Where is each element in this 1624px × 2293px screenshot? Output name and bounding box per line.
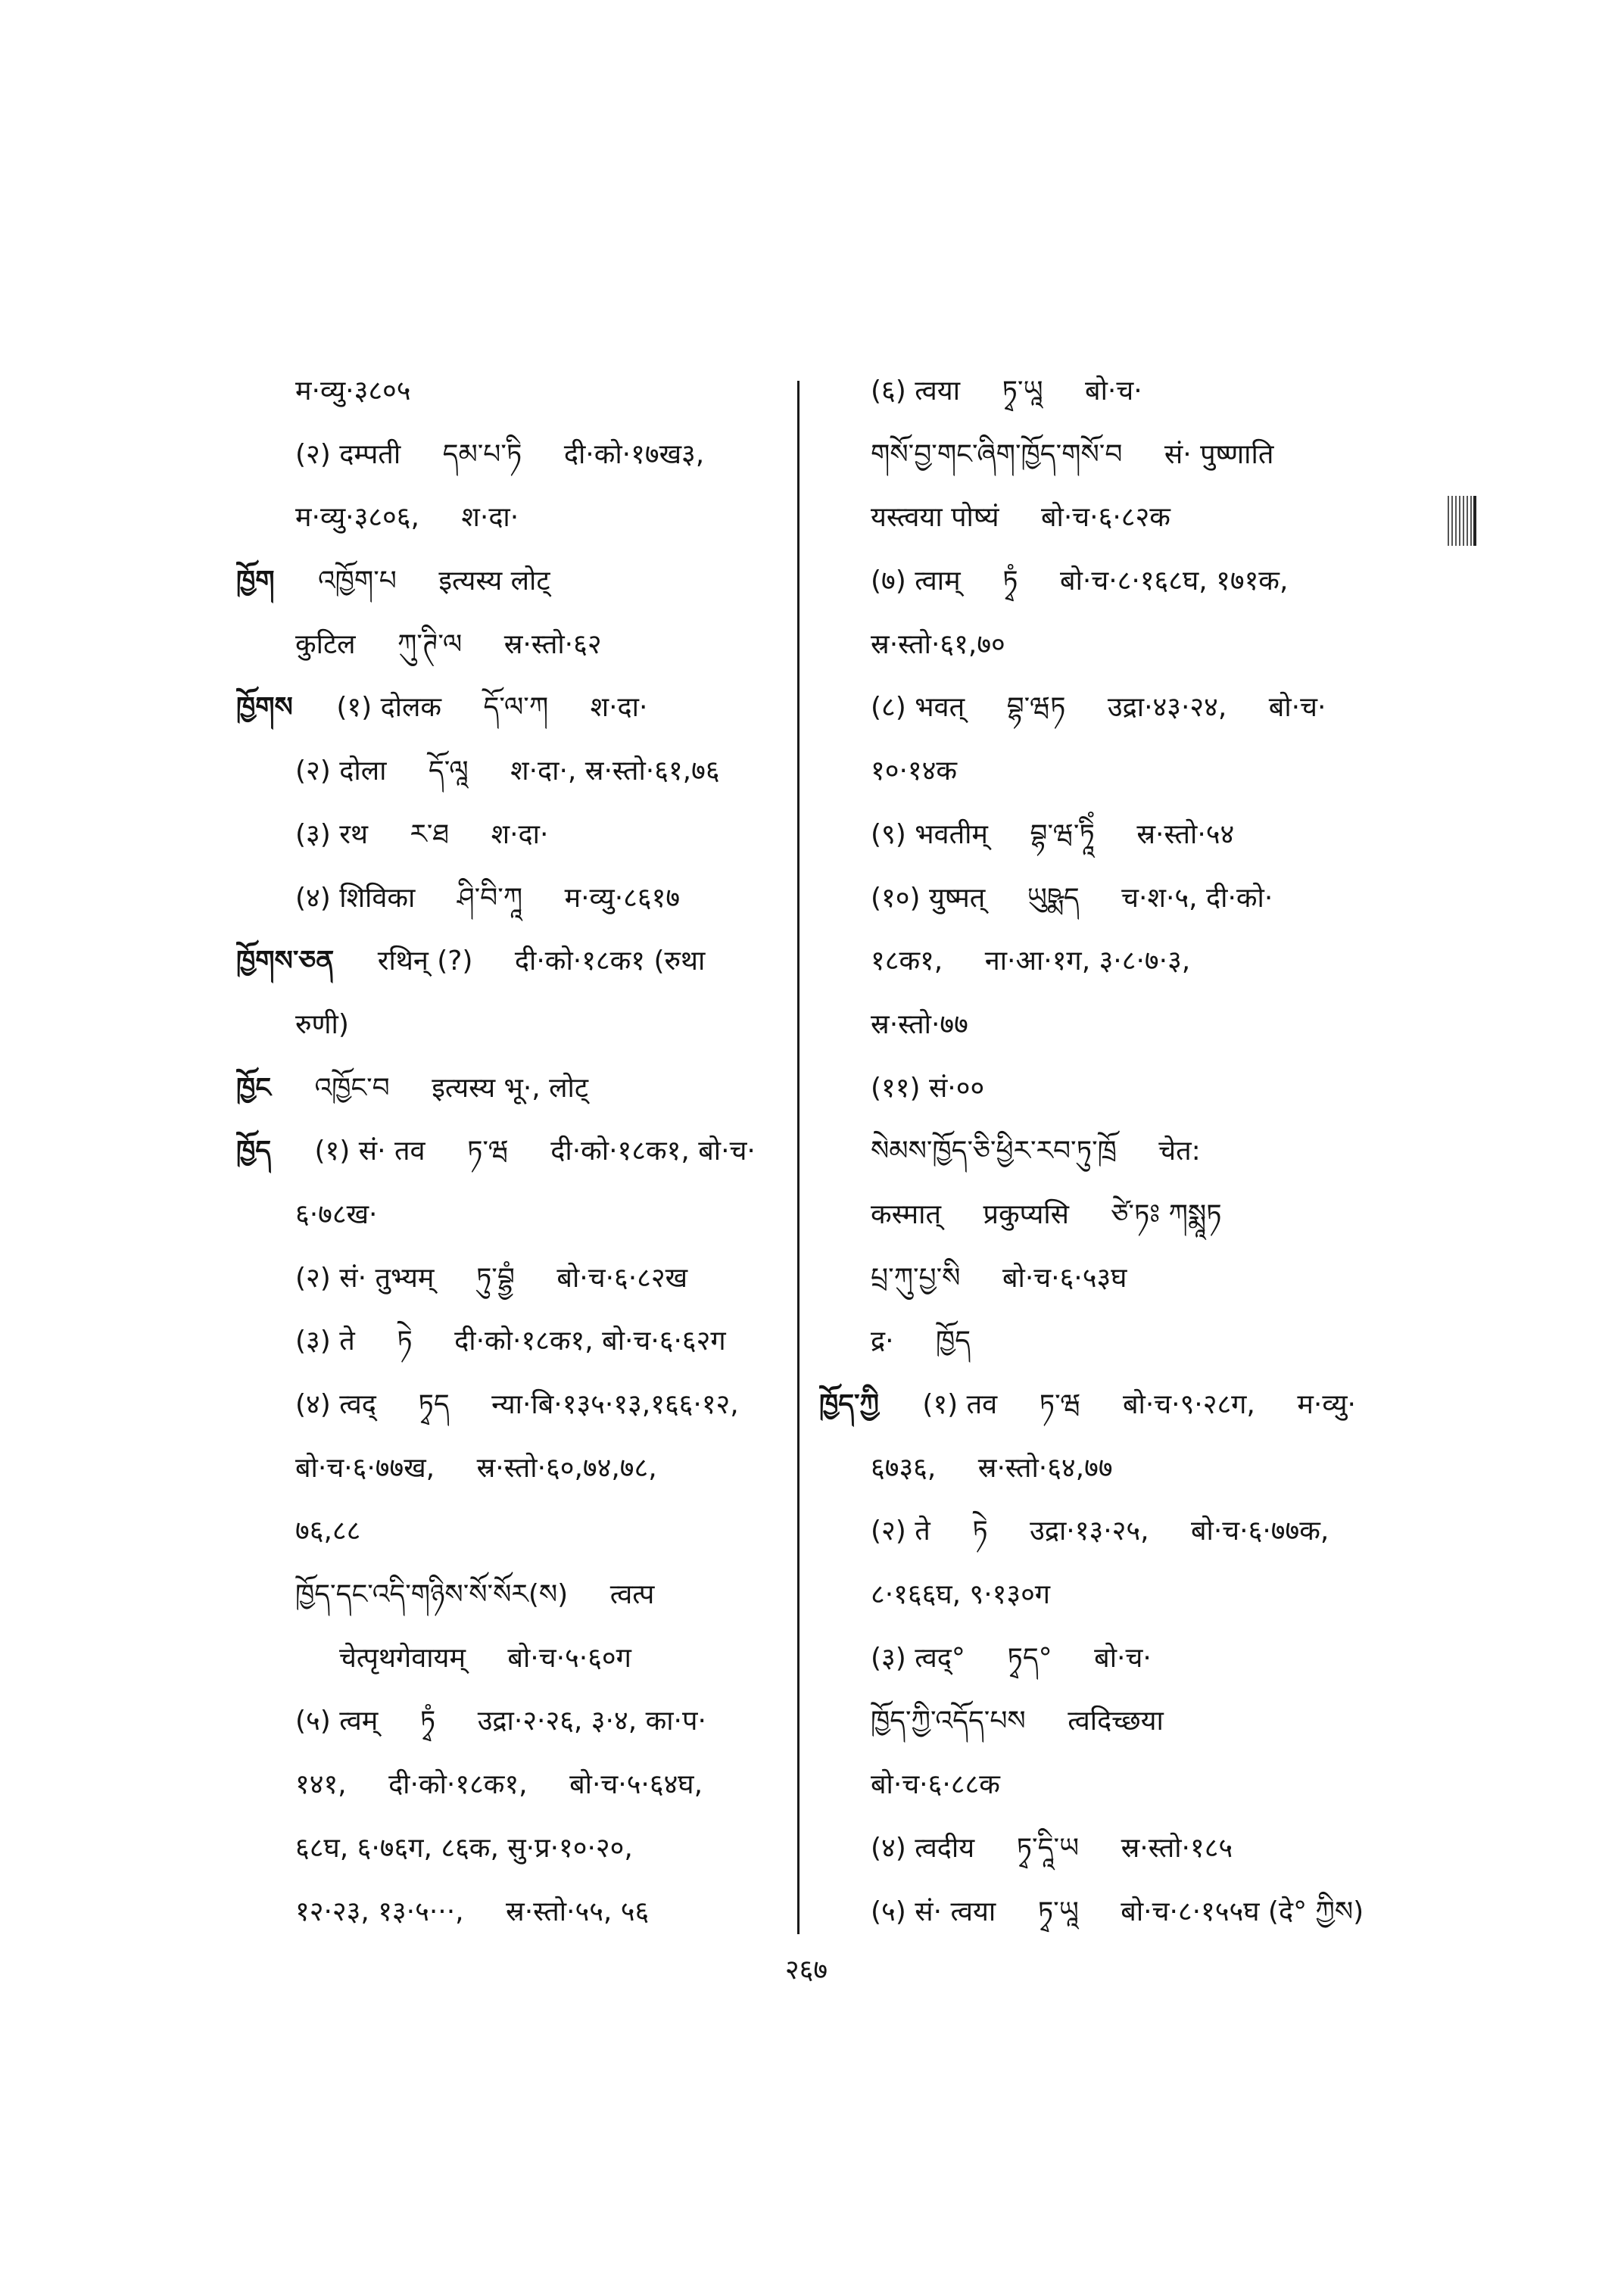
entry-segment: म·व्यु·३८०५	[295, 375, 411, 407]
entry-segment: कस्मात्	[871, 1198, 942, 1230]
entry-segment: ཁྱོད་དང་འདི་གཉིས་སོ་སོར(ས)	[295, 1579, 569, 1611]
entry-segment: བྷ་ཝ་ཏཱིཾ	[1030, 818, 1095, 850]
entry-segment: श·दा·, स्र·स्तो·६१,७६	[510, 756, 720, 787]
entry-segment: स्र·स्तो·६०,७४,७८,	[476, 1452, 657, 1484]
entry-segment: प्रकुप्यसि	[983, 1198, 1069, 1230]
entry-segment: (३) ते	[295, 1326, 355, 1357]
entry-segment: न्या·बि·१३५·१३,१६६·१२,	[491, 1389, 739, 1420]
entry-line	[819, 1310, 1485, 1373]
entry-segment: बो·च·८·१५५घ (दे° ཀྱིས)	[1121, 1896, 1364, 1927]
entry-segment: ཁྱོད	[936, 1326, 971, 1357]
entry-segment: स्र·स्तो·५५, ५६	[506, 1896, 650, 1927]
entry-segment: འཁྱོག་པ	[318, 565, 397, 597]
entry-line	[819, 1690, 1485, 1753]
entry-segment: बो·च·६·७७क,	[1190, 1516, 1329, 1547]
entry-segment: ना·आ·१ग, ३·८·७·३,	[984, 946, 1191, 977]
entry-line	[819, 1247, 1485, 1310]
entry-segment: स्र·स्तो·७७	[871, 1008, 968, 1040]
entry-segment: श·दा·	[461, 502, 519, 534]
entry-line	[819, 1057, 1485, 1120]
entry-segment: उद्रा·१३·२५,	[1030, 1516, 1149, 1547]
entry-segment: स्र·स्तो·१८५	[1121, 1832, 1233, 1864]
entry-segment: (१) सं· तव	[314, 1136, 425, 1167]
entry-segment: रथिन् (?)	[377, 946, 473, 977]
entry-line	[236, 740, 793, 803]
entry-segment: ཏུ་བྷྱཾ	[475, 1262, 515, 1294]
entry-line	[236, 1120, 793, 1183]
entry-line	[236, 1373, 793, 1437]
right-column	[819, 360, 1485, 1943]
entry-segment: ཏེ	[397, 1326, 413, 1357]
entry-line	[819, 486, 1485, 550]
entry-line	[819, 1817, 1485, 1880]
entry-segment: चेत:	[1158, 1136, 1201, 1167]
entry-segment: ཏྭ་ཡཱ	[1037, 1896, 1079, 1927]
entry-line	[819, 423, 1485, 487]
entry-segment: ८·१६६घ, ९·१३०ग	[871, 1579, 1051, 1611]
entry-segment: दी·को·१८क१, बो·च·	[550, 1136, 756, 1167]
entry-line	[236, 1183, 793, 1247]
entry-segment: १२·२३, १३·५···,	[295, 1896, 464, 1927]
entry-segment: (६) त्वया	[871, 375, 961, 407]
entry-segment: बो·च·६·८२क	[1040, 502, 1170, 534]
entry-segment: (५) त्वम्	[295, 1706, 379, 1737]
entry-segment: कुटिल	[295, 628, 356, 660]
entry-segment: त्वत्प	[609, 1579, 655, 1611]
entry-segment: ཏྭཾ	[1002, 565, 1018, 597]
entry-line	[236, 1753, 793, 1817]
entry-segment: ཏྭ་ཡཱ	[1002, 375, 1043, 407]
entry-line	[236, 1057, 793, 1120]
entry-line	[819, 1627, 1485, 1690]
entry-segment: ཏ་ཝ	[1039, 1389, 1081, 1420]
entry-segment: ཀུ་ཊི་ལ	[397, 628, 463, 660]
entry-line	[236, 1437, 793, 1500]
entry-line	[236, 360, 793, 423]
entry-segment: དོ་ལཱ	[428, 756, 469, 787]
entry-segment: स्र·स्तो·६४,७७	[977, 1452, 1113, 1484]
entry-segment: इत्यस्य भू·, लोट्	[432, 1072, 589, 1104]
entry-segment: ཤི་བི་ཀཱ	[457, 882, 523, 914]
entry-line	[819, 550, 1485, 613]
entry-segment: (३) रथ	[295, 818, 368, 850]
entry-line	[819, 803, 1485, 867]
entry-line	[819, 867, 1485, 930]
entry-segment: (२) ते	[871, 1516, 930, 1547]
entry-segment: ७६,८८	[295, 1516, 361, 1547]
entry-line	[236, 550, 793, 613]
entry-segment: པྲ་ཀུ་པྱ་སི	[871, 1262, 961, 1294]
entry-line	[236, 1563, 793, 1627]
entry-segment: (२) दम्पती	[295, 438, 401, 470]
entry-segment: बो·च·५·६०ग	[507, 1642, 631, 1674]
left-column	[236, 360, 793, 1943]
entry-line	[236, 1880, 793, 1944]
entry-line	[819, 1500, 1485, 1563]
entry-line	[819, 1120, 1485, 1183]
entry-segment: ཏ་ཝ	[466, 1136, 509, 1167]
margin-mark	[1448, 496, 1476, 546]
entry-segment: बो·च·८·१६८घ, १७१क,	[1060, 565, 1289, 597]
entry-line	[819, 1373, 1485, 1437]
entry-line	[236, 486, 793, 550]
entry-segment: (५) सं· त्वया	[871, 1896, 996, 1927]
entry-line	[236, 613, 793, 677]
entry-line	[819, 740, 1485, 803]
entry-segment: म·व्यु·८६१७	[564, 882, 681, 914]
entry-segment: ཙེ་ཏཿ ཀསྨཱཏ	[1111, 1198, 1222, 1230]
entry-segment: द्र·	[871, 1326, 894, 1357]
entry-segment: स्र·स्तो·६२	[503, 628, 602, 660]
entry-segment: ཏེ	[972, 1516, 988, 1547]
headword: ཁྱོད་ཀྱི	[819, 1389, 879, 1420]
entry-segment: གསོ་བྱ་གང་ཞིག་ཁྱོད་གསོ་བ	[871, 438, 1123, 470]
entry-line	[819, 1183, 1485, 1247]
entry-segment: स्र·स्तो·६१,७०	[871, 628, 1005, 660]
entry-segment: बो·च·६·८२ख	[556, 1262, 688, 1294]
entry-line	[236, 803, 793, 867]
entry-segment: बो·च·६·५३घ	[1002, 1262, 1127, 1294]
entry-segment: (९) भवतीम्	[871, 818, 988, 850]
entry-segment: (११) सं·००	[871, 1072, 985, 1104]
entry-line	[236, 1690, 793, 1753]
entry-line	[819, 1437, 1485, 1500]
entry-segment: चेत्पृथगेवायम्	[339, 1642, 466, 1674]
entry-line	[819, 930, 1485, 993]
entry-segment: (४) त्वदीय	[871, 1832, 975, 1864]
entry-segment: १४१,	[295, 1769, 347, 1801]
entry-segment: དོ་ལ་ཀ	[483, 692, 549, 724]
entry-segment: बो·च·५·६४घ,	[569, 1769, 703, 1801]
headword: ཁྱོགས་ཅན	[236, 946, 335, 977]
entry-segment: (२) सं· तुभ्यम्	[295, 1262, 435, 1294]
entry-segment: (१) तव	[922, 1389, 998, 1420]
entry-line	[236, 867, 793, 930]
entry-line	[236, 1500, 793, 1563]
entry-segment: (८) भवत्	[871, 692, 965, 724]
entry-segment: (१०) युष्मत्	[871, 882, 986, 914]
entry-segment: ཁྱོད་ཀྱི་འདོད་པས	[871, 1706, 1026, 1737]
entry-segment: སེམས་ཁྱོད་ཅི་ཕྱིར་རབ་ཏུ་ཁྲོ	[871, 1136, 1117, 1167]
entry-segment: दी·को·१७ख३,	[563, 438, 705, 470]
entry-segment: (७) त्वाम्	[871, 565, 961, 597]
entry-segment: दी·को·१८क१,	[388, 1769, 528, 1801]
entry-segment: १०·१४क	[871, 756, 957, 787]
entry-segment: (४) त्वद्	[295, 1389, 376, 1420]
entry-segment: यस्त्वया पोष्यं	[871, 502, 999, 534]
entry-segment: ཡུཥྨད	[1027, 882, 1080, 914]
entry-segment: उद्रा·४३·२४,	[1107, 692, 1227, 724]
entry-line	[819, 993, 1485, 1057]
entry-segment: बो·च·	[1085, 375, 1142, 407]
entry-segment: स्र·स्तो·५४	[1136, 818, 1235, 850]
entry-segment: त्वदिच्छया	[1068, 1706, 1164, 1737]
entry-segment: म·व्यु·३८०६,	[295, 502, 419, 534]
entry-line	[236, 423, 793, 487]
entry-segment: बो·च·	[1094, 1642, 1152, 1674]
entry-segment: बो·च·६·८८क	[871, 1769, 1000, 1801]
entry-segment: (३) त्वद्°	[871, 1642, 965, 1674]
entry-segment: བྷ་ཝཏ	[1006, 692, 1066, 724]
entry-line	[236, 1627, 793, 1690]
entry-segment: बो·च·९·२८ग,	[1122, 1389, 1255, 1420]
entry-line	[819, 360, 1485, 423]
headword: ཁྱོགས	[236, 692, 293, 724]
entry-segment: ཏྭཾ	[419, 1706, 436, 1737]
entry-segment: दी·को·१८क१, बो·च·६·६२ग	[454, 1326, 726, 1357]
entry-segment: रुणी)	[295, 1008, 349, 1040]
entry-segment: दी·को·१८क१ (रुथा	[514, 946, 706, 977]
headword: ཁྱོད	[236, 1136, 272, 1167]
entry-line	[819, 1563, 1485, 1627]
entry-segment: बो·च·६·७७ख,	[295, 1452, 435, 1484]
entry-segment: उद्रा·२·२६, ३·४, का·प·	[477, 1706, 706, 1737]
entry-line	[236, 930, 793, 993]
entry-segment: ६·७८ख·	[295, 1198, 378, 1230]
entry-segment: ཏྭ་དཱི་ཡ	[1016, 1832, 1080, 1864]
entry-segment: इत्यस्य लोट्	[438, 565, 550, 597]
entry-line	[819, 613, 1485, 677]
entry-line	[236, 1310, 793, 1373]
entry-segment: ६८घ, ६·७६ग, ८६क, सु·प्र·१०·२०,	[295, 1832, 633, 1864]
entry-line	[236, 1247, 793, 1310]
column-divider	[797, 381, 800, 1934]
entry-segment: सं· पुष्णाति	[1164, 438, 1274, 470]
entry-segment: (४) शिविका	[295, 882, 416, 914]
entry-line	[819, 1753, 1485, 1817]
entry-segment: श·दा·	[491, 818, 549, 850]
entry-segment: च·श·५, दी·को·	[1121, 882, 1273, 914]
entry-segment: बो·च·	[1268, 692, 1326, 724]
entry-segment: ६७३६,	[871, 1452, 937, 1484]
entry-line	[236, 1817, 793, 1880]
page-number: २६७	[784, 1955, 828, 1986]
entry-segment: (२) दोला	[295, 756, 387, 787]
entry-segment: (१) दोलक	[336, 692, 442, 724]
entry-segment: १८क१,	[871, 946, 943, 977]
entry-segment: ར་ཐ	[410, 818, 450, 850]
entry-segment: श·दा·	[590, 692, 648, 724]
entry-segment: ཏྭད°	[1007, 1642, 1052, 1674]
headword: ཁྱོག	[236, 565, 275, 597]
entry-line	[819, 1880, 1485, 1944]
entry-segment: म·व्यु·	[1297, 1389, 1356, 1420]
entry-line	[819, 676, 1485, 740]
headword: ཁྱོང	[236, 1072, 271, 1104]
entry-line	[236, 676, 793, 740]
entry-line	[236, 993, 793, 1057]
entry-segment: ཏྭད	[418, 1389, 450, 1420]
entry-segment: དམ་པ་ཏི	[442, 438, 522, 470]
entry-segment: འཁྱོང་བ	[314, 1072, 390, 1104]
